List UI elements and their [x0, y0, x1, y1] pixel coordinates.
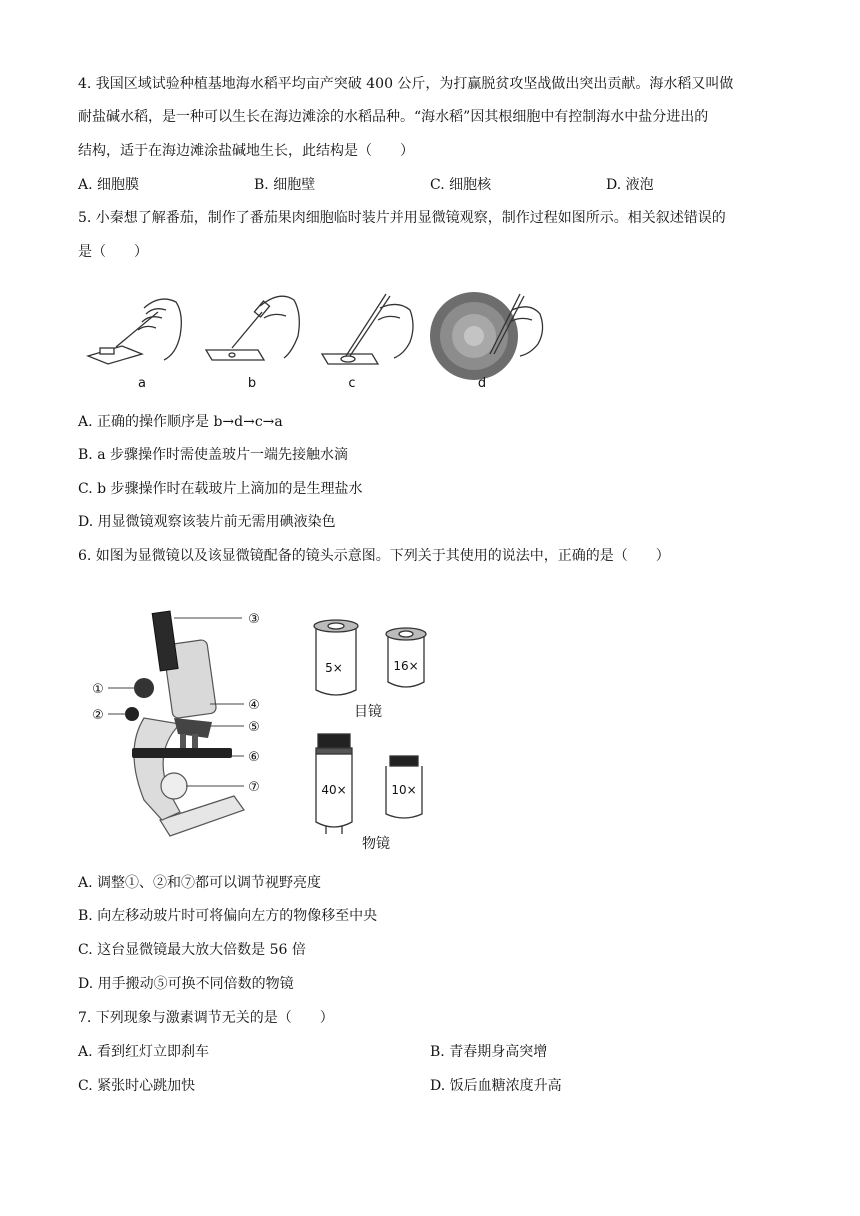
q4-stem-line-2: 耐盐碱水稻，是一种可以生长在海边滩涂的水稻品种。“海水稻”因其根细胞中有控制海水中盐分进出的 — [78, 109, 709, 125]
q7-option-b: B. 青春期身高突增 — [430, 1044, 548, 1060]
q7-option-c: C. 紧张时心跳加快 — [78, 1078, 196, 1094]
q4-option-b: B. 细胞壁 — [254, 177, 316, 193]
figure-label-a: a — [138, 376, 146, 391]
callout-4: ④ — [248, 698, 260, 713]
q7-stem-line-1: 7. 下列现象与激素调节无关的是（ ） — [78, 1010, 334, 1026]
figure-label-b: b — [247, 376, 257, 391]
q6-option-d: D. 用手搬动⑤可换不同倍数的物镜 — [78, 976, 294, 992]
objective-caption: 物镜 — [362, 836, 390, 852]
q4-option-c: C. 细胞核 — [430, 177, 492, 193]
q5-stem-line-2: 是（ ） — [78, 244, 148, 260]
q4-option-a: A. 细胞膜 — [78, 177, 140, 193]
q5-slide-preparation-figure — [80, 284, 550, 396]
eyepiece-16x-label: 16× — [393, 659, 419, 673]
callout-2: ② — [92, 708, 104, 723]
callout-5: ⑤ — [248, 720, 260, 735]
callout-3: ③ — [248, 612, 260, 627]
step-a-cover-slip-illustration — [88, 299, 181, 364]
callout-6: ⑥ — [248, 750, 260, 765]
q4-option-d: D. 液泡 — [606, 177, 654, 193]
q5-stem-line-1: 5. 小秦想了解番茄，制作了番茄果肉细胞临时装片并用显微镜观察，制作过程如图所示。相关叙述错误的 — [78, 210, 726, 226]
q7-option-a: A. 看到红灯立即刹车 — [78, 1044, 210, 1060]
q5-option-d: D. 用显微镜观察该装片前无需用碘液染色 — [78, 514, 336, 530]
q4-stem-line-1: 4. 我国区域试验种植基地海水稻平均亩产突破 400 公斤，为打赢脱贫攻坚战做出突出贡献。海水稻又叫做 — [78, 76, 734, 92]
step-c-tweezers-illustration — [322, 294, 413, 364]
microscope-illustration — [125, 611, 244, 836]
callout-1: ① — [92, 682, 104, 697]
step-d-tomato-illustration — [430, 292, 543, 380]
q5-option-c: C. b 步骤操作时在载玻片上滴加的是生理盐水 — [78, 481, 363, 497]
q6-stem-line-1: 6. 如图为显微镜以及该显微镜配备的镜头示意图。下列关于其使用的说法中，正确的是（ ） — [78, 548, 670, 564]
q6-microscope-figure — [84, 600, 454, 856]
q6-option-a: A. 调整①、②和⑦都可以调节视野亮度 — [78, 875, 322, 891]
step-b-dropper-illustration — [206, 296, 299, 360]
eyepiece-lenses — [314, 620, 426, 695]
figure-label-c: c — [348, 376, 356, 391]
figure-label-d: d — [477, 376, 487, 391]
q4-stem-line-3: 结构，适于在海边滩涂盐碱地生长，此结构是（ ） — [78, 143, 414, 159]
q5-option-a: A. 正确的操作顺序是 b→d→c→a — [78, 414, 283, 430]
q7-option-d: D. 饭后血糖浓度升高 — [430, 1078, 562, 1094]
q6-option-c: C. 这台显微镜最大放大倍数是 56 倍 — [78, 942, 306, 958]
q5-option-b: B. a 步骤操作时需使盖玻片一端先接触水滴 — [78, 447, 348, 463]
callout-7: ⑦ — [248, 780, 260, 795]
objective-40x-label: 40× — [321, 783, 347, 797]
objective-10x-label: 10× — [391, 783, 417, 797]
eyepiece-5x-label: 5× — [325, 661, 343, 675]
eyepiece-caption: 目镜 — [354, 704, 382, 720]
q6-option-b: B. 向左移动玻片时可将偏向左方的物像移至中央 — [78, 908, 378, 924]
